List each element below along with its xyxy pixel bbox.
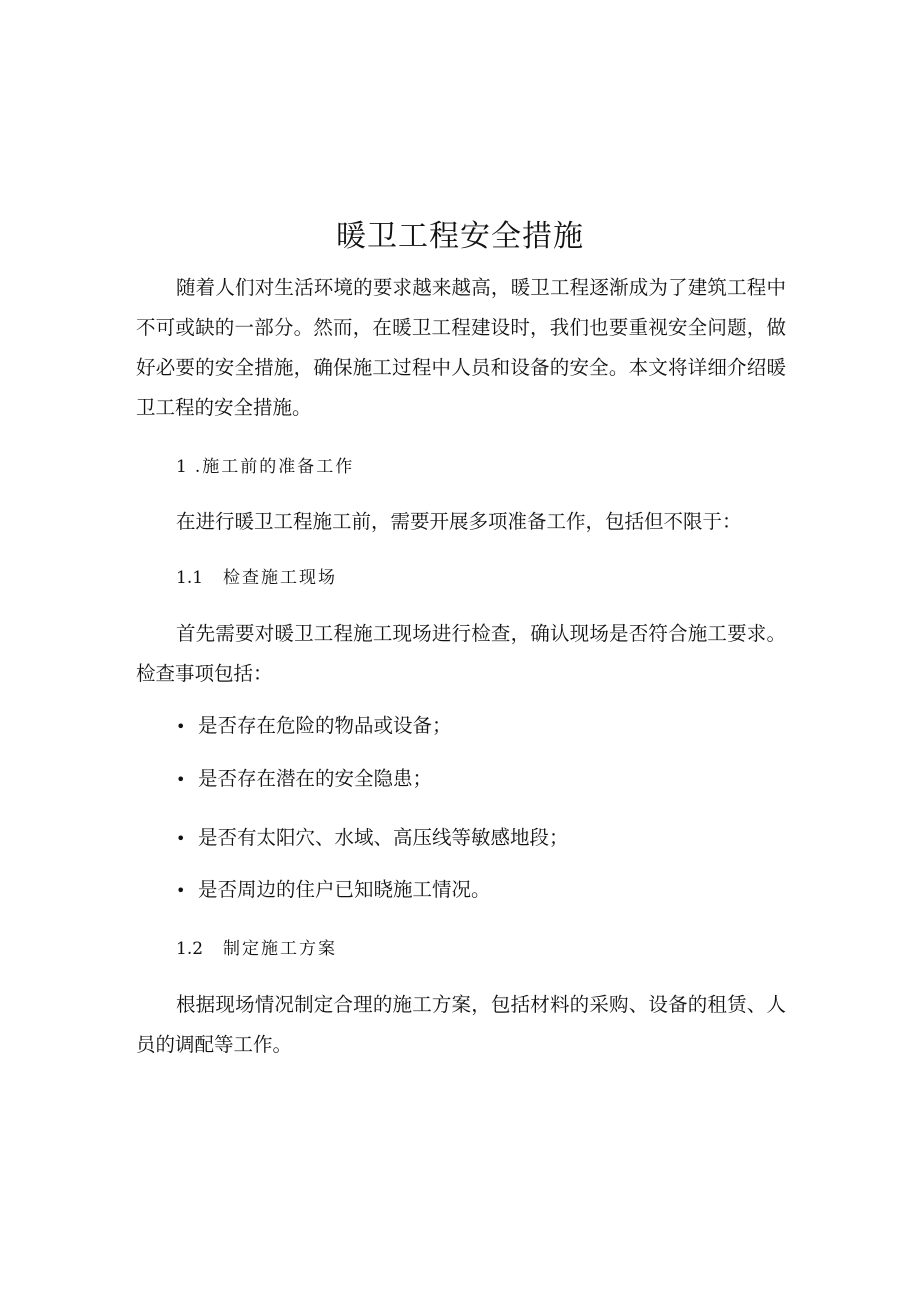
section-1-1-paragraph: 首先需要对暖卫工程施工现场进行检查，确认现场是否符合施工要求。检查事项包括： (136, 622, 786, 685)
section-1-2-paragraph: 根据现场情况制定合理的施工方案，包括材料的采购、设备的租赁、人员的调配等工作。 (136, 993, 786, 1056)
section-1-title: .施工前的准备工作 (194, 457, 355, 477)
bullet-icon: • (176, 829, 186, 848)
bullet-icon: • (176, 717, 186, 736)
section-1-number: 1 (176, 457, 187, 477)
bullet-icon: • (176, 881, 186, 900)
bullet-icon: • (176, 770, 186, 789)
section-1-2-number: 1.2 (176, 939, 204, 959)
list-item-text: 是否存在危险的物品或设备； (198, 714, 452, 737)
list-item-text: 是否周边的住户已知晓施工情况。 (198, 878, 491, 901)
list-item (176, 711, 452, 742)
list-item (176, 823, 569, 854)
list-item (176, 875, 491, 906)
section-1-1-number: 1.1 (176, 568, 204, 588)
list-item-text: 是否存在潜在的安全隐患； (198, 767, 433, 790)
list-item-text: 是否有太阳穴、水域、高压线等敏感地段； (198, 826, 569, 849)
section-1-heading (176, 452, 354, 482)
section-1-2-title: 制定施工方案 (223, 939, 338, 959)
document-title: 暖卫工程安全措施 (336, 219, 584, 254)
section-1-1-heading (176, 563, 337, 593)
intro-paragraph: 随着人们对生活环境的要求越来越高，暖卫工程逐渐成为了建筑工程中不可或缺的一部分。然而，在暖卫工程建设时，我们也要重视安全问题，做好必要的安全措施，确保施工过程中人员和设备的安全。本文将详细介绍暖卫工程的安全措施。 (136, 276, 786, 419)
section-1-2-heading (176, 934, 337, 964)
section-1-paragraph: 在进行暖卫工程施工前，需要开展多项准备工作，包括但不限于： (176, 510, 742, 533)
section-1-1-title: 检查施工现场 (223, 568, 338, 588)
list-item (176, 764, 432, 795)
